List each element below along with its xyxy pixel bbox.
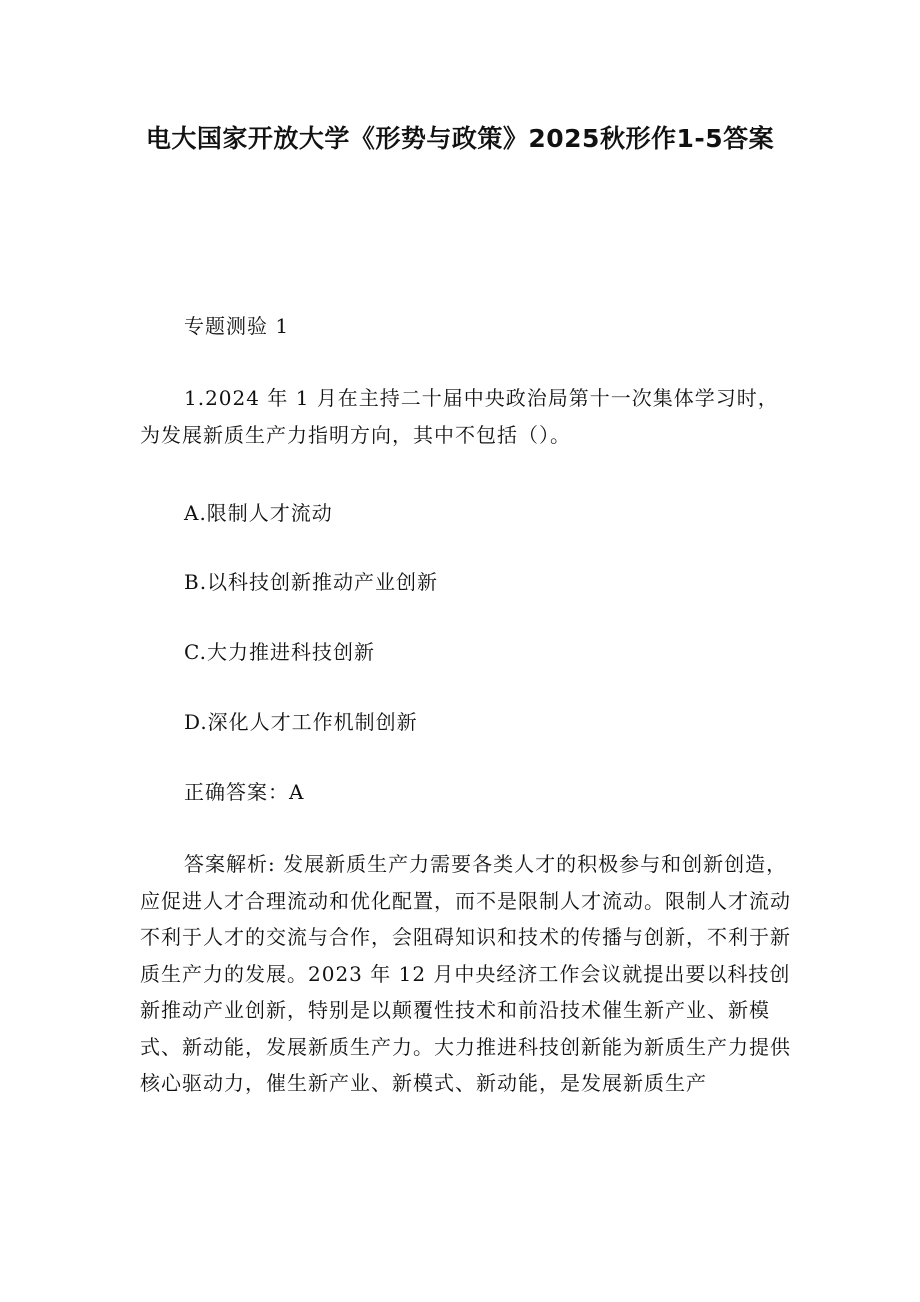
section-heading: 专题测验 1 [184, 314, 290, 338]
answer-analysis: 答案解析: 发展新质生产力需要各类人才的积极参与和创新创造，应促进人才合理流动和优化配置，而不是限制人才流动。限制人才流动不利于人才的交流与合作，会阻碍知识和技术的传播与创新，不利于新质生产力的发展。2023 年 12 月中央经济工作会议就提出要以科技创新推动产业创新，特别是以颠覆性技术和前沿技术催生新产业、新模式、新动能，发展新质生产力。大力推进科技创新能为新质生产力提供核心驱动力，催生新产业、新模式、新动能，是发展新质生产 [140, 852, 791, 1095]
option-a: A.限制人才流动 [184, 501, 333, 525]
option-c: C.大力推进科技创新 [184, 640, 375, 664]
document-title: 电大国家开放大学《形势与政策》2025秋形作1-5答案 [145, 124, 775, 153]
option-b: B.以科技创新推动产业创新 [184, 570, 439, 594]
question-stem: 1.2024 年 1 月在主持二十届中央政治局第十一次集体学习时，为发展新质生产力指明方向，其中不包括（）。 [140, 386, 779, 447]
option-d: D.深化人才工作机制创新 [184, 710, 418, 734]
correct-answer: 正确答案：A [184, 780, 305, 804]
